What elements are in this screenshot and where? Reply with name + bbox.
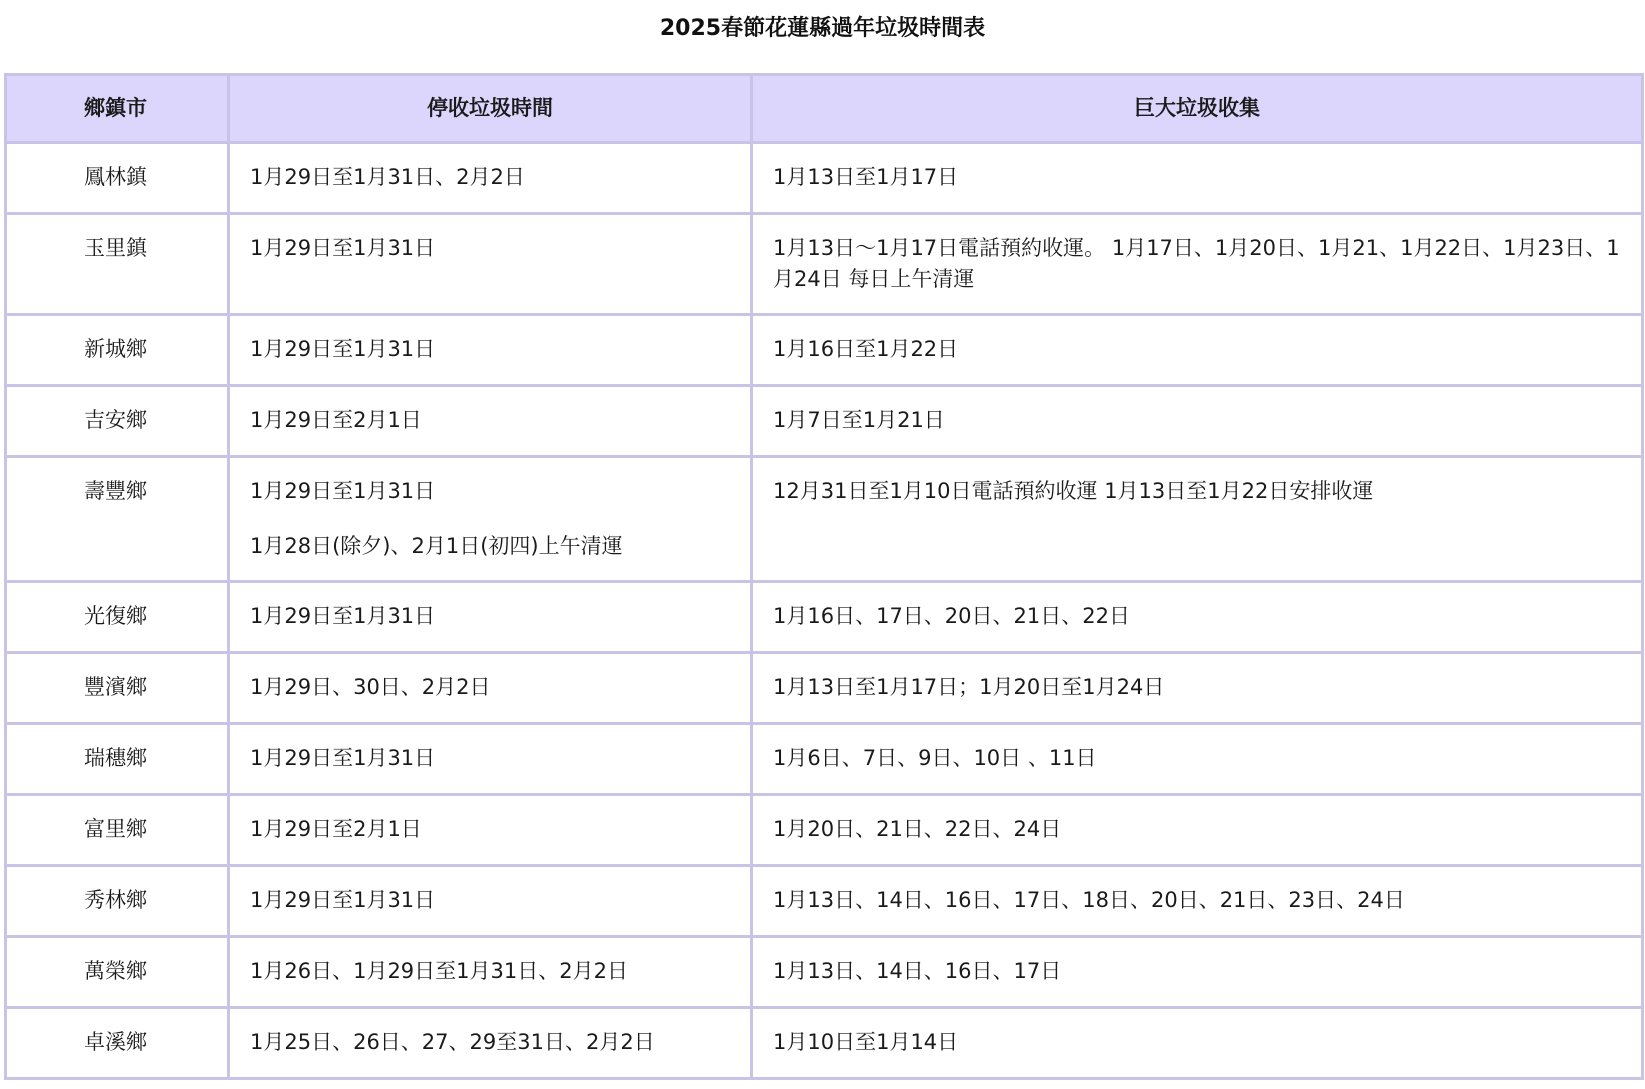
- bulky-waste-cell: 1月6日、7日、9日、10日 、11日: [752, 724, 1643, 795]
- table-row: [6, 386, 1643, 457]
- stop-collection-cell: [229, 724, 752, 795]
- bulky-waste-cell: 1月16日、17日、20日、21日、22日: [752, 582, 1643, 653]
- bulky-waste-cell: 1月16日至1月22日: [752, 315, 1643, 386]
- table-row: [6, 457, 1643, 582]
- bulky-waste-cell: 12月31日至1月10日電話預約收運 1月13日至1月22日安排收運: [752, 457, 1643, 582]
- stop-collection-cell: [229, 866, 752, 937]
- bulky-waste-cell: 1月7日至1月21日: [752, 386, 1643, 457]
- stop-collection-cell: [229, 937, 752, 1008]
- stop-collection-cell: [229, 386, 752, 457]
- bulky-waste-cell: 1月13日至1月17日: [752, 143, 1643, 214]
- stop-collection-cell: [229, 315, 752, 386]
- table-row: [6, 143, 1643, 214]
- stop-collection-cell: [229, 143, 752, 214]
- township-cell: 秀林鄉: [6, 866, 229, 937]
- township-cell: 玉里鎮: [6, 214, 229, 315]
- township-cell: 吉安鄉: [6, 386, 229, 457]
- table-row: [6, 795, 1643, 866]
- bulky-waste-cell: 1月10日至1月14日: [752, 1008, 1643, 1079]
- stop-collection-cell: [229, 1008, 752, 1079]
- stop-collection-cell: [229, 457, 752, 582]
- stop-collection-text: 1月26日、1月29日至1月31日、2月2日: [250, 959, 628, 983]
- table-row: [6, 724, 1643, 795]
- township-cell: 壽豐鄉: [6, 457, 229, 582]
- bulky-waste-cell: 1月13日、14日、16日、17日、18日、20日、21日、23日、24日: [752, 866, 1643, 937]
- stop-collection-cell: [229, 795, 752, 866]
- stop-collection-text: 1月29日、30日、2月2日: [250, 675, 491, 699]
- stop-collection-note: 1月28日(除夕)、2月1日(初四)上午清運: [250, 534, 623, 558]
- bulky-waste-cell: 1月13日、14日、16日、17日: [752, 937, 1643, 1008]
- table-row: [6, 582, 1643, 653]
- stop-collection-text: 1月29日至1月31日: [250, 604, 436, 628]
- table-row: [6, 653, 1643, 724]
- stop-collection-text: 1月25日、26日、27、29至31日、2月2日: [250, 1030, 655, 1054]
- township-cell: 光復鄉: [6, 582, 229, 653]
- township-cell: 新城鄉: [6, 315, 229, 386]
- township-cell: 萬榮鄉: [6, 937, 229, 1008]
- stop-collection-text: 1月29日至1月31日、2月2日: [250, 165, 525, 189]
- stop-collection-text: 1月29日至1月31日: [250, 746, 436, 770]
- table-row: [6, 1008, 1643, 1079]
- header-stop-collection: 停收垃圾時間: [229, 75, 752, 143]
- stop-collection-text: 1月29日至2月1日: [250, 817, 422, 841]
- stop-collection-cell: [229, 653, 752, 724]
- table-body: [6, 143, 1643, 1079]
- township-cell: 鳳林鎮: [6, 143, 229, 214]
- table-header: [6, 75, 1643, 143]
- township-cell: 瑞穗鄉: [6, 724, 229, 795]
- table-row: [6, 866, 1643, 937]
- table-row: [6, 214, 1643, 315]
- header-township: 鄉鎮市: [6, 75, 229, 143]
- township-cell: 豐濱鄉: [6, 653, 229, 724]
- stop-collection-text: 1月29日至1月31日: [250, 337, 436, 361]
- table-row: [6, 315, 1643, 386]
- header-row: [6, 75, 1643, 143]
- header-bulky-waste: 巨大垃圾收集: [752, 75, 1643, 143]
- township-cell: 卓溪鄉: [6, 1008, 229, 1079]
- table-row: [6, 937, 1643, 1008]
- stop-collection-text: 1月29日至1月31日: [250, 888, 436, 912]
- stop-collection-cell: [229, 582, 752, 653]
- stop-collection-text: 1月29日至2月1日: [250, 408, 422, 432]
- bulky-waste-cell: 1月20日、21日、22日、24日: [752, 795, 1643, 866]
- stop-collection-text: 1月29日至1月31日: [250, 236, 436, 260]
- bulky-waste-cell: 1月13日〜1月17日電話預約收運。 1月17日、1月20日、1月21、1月22日、1月23日、1月24日 每日上午清運: [752, 214, 1643, 315]
- garbage-schedule-table: [4, 73, 1644, 1080]
- township-cell: 富里鄉: [6, 795, 229, 866]
- stop-collection-cell: [229, 214, 752, 315]
- bulky-waste-cell: 1月13日至1月17日；1月20日至1月24日: [752, 653, 1643, 724]
- page-title: 2025春節花蓮縣過年垃圾時間表: [659, 16, 986, 41]
- stop-collection-text: 1月29日至1月31日: [250, 479, 436, 503]
